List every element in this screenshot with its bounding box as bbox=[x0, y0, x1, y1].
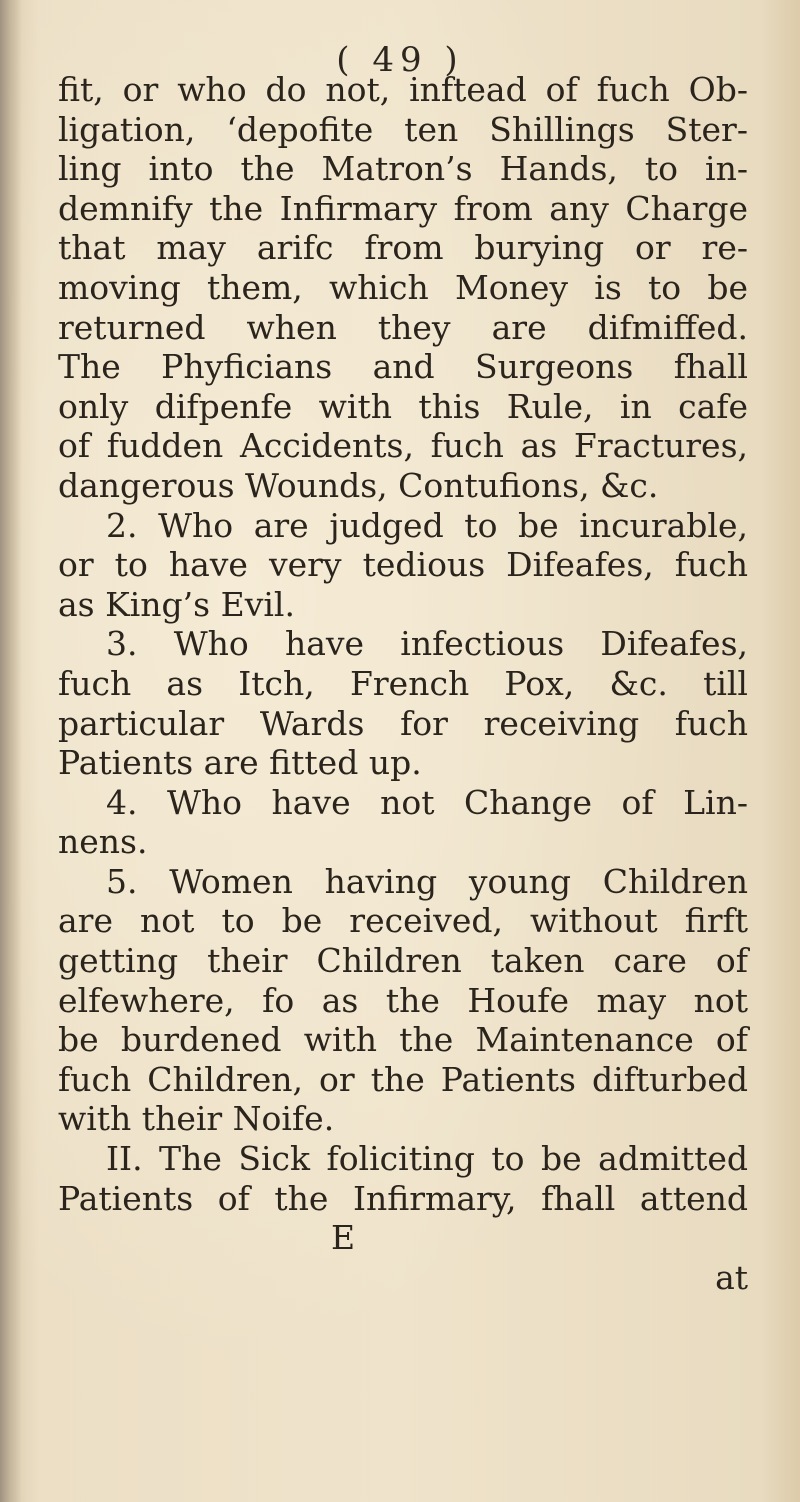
body-text bbox=[58, 70, 748, 1297]
text-line: ligation, ‘depofite ten Shillings Ster- bbox=[58, 109, 748, 149]
rule-item-4: 4. Who have not Change of Lin- bbox=[106, 782, 748, 822]
signature-mark: E bbox=[330, 1218, 356, 1258]
text-line: only difpenfe with this Rule, in cafe bbox=[58, 386, 748, 426]
text-line: The Phyficians and Surgeons fhall bbox=[58, 347, 748, 387]
text-line: demnify the Infirmary from any Charge bbox=[58, 188, 748, 228]
text-line: returned when they are difmiffed. bbox=[58, 307, 748, 347]
catchword: at bbox=[715, 1257, 748, 1297]
page-number: ( 49 ) bbox=[336, 40, 464, 80]
page-gutter bbox=[0, 0, 22, 1502]
text-line: getting their Children taken care of bbox=[58, 941, 748, 981]
rule-item-2: 2. Who are judged to be incurable, bbox=[106, 505, 748, 545]
text-line: dangerous Wounds, Contufions, &c. bbox=[58, 465, 659, 505]
text-line: are not to be received, without firft bbox=[58, 901, 748, 941]
text-line: fuch Children, or the Patients difturbed bbox=[58, 1059, 748, 1099]
text-line: particular Wards for receiving fuch bbox=[58, 703, 748, 743]
rule-item-5: 5. Women having young Children bbox=[106, 861, 748, 901]
text-line: Patients of the Infirmary, fhall attend bbox=[58, 1178, 748, 1218]
text-line: nens. bbox=[58, 822, 148, 862]
text-line: fit, or who do not, inftead of fuch Ob- bbox=[58, 70, 748, 109]
section-ii: II. The Sick foliciting to be admitted bbox=[106, 1139, 748, 1179]
text-line: be burdened with the Maintenance of bbox=[58, 1020, 748, 1060]
text-line: that may arifc from burying or re- bbox=[58, 228, 748, 268]
text-line: or to have very tedious Difeafes, fuch bbox=[58, 545, 748, 585]
rule-item-3: 3. Who have infectious Difeafes, bbox=[106, 624, 748, 664]
text-line: moving them, which Money is to be bbox=[58, 267, 748, 307]
text-line: Patients are fitted up. bbox=[58, 743, 422, 783]
text-line: elfewhere, fo as the Houfe may not bbox=[58, 980, 748, 1020]
text-line: of fudden Accidents, fuch as Fractures, bbox=[58, 426, 748, 466]
text-line: with their Noife. bbox=[58, 1099, 335, 1139]
text-line: ling into the Matron’s Hands, to in- bbox=[58, 149, 748, 189]
text-line: fuch as Itch, French Pox, &c. till bbox=[58, 663, 748, 703]
text-line: as King’s Evil. bbox=[58, 584, 295, 624]
